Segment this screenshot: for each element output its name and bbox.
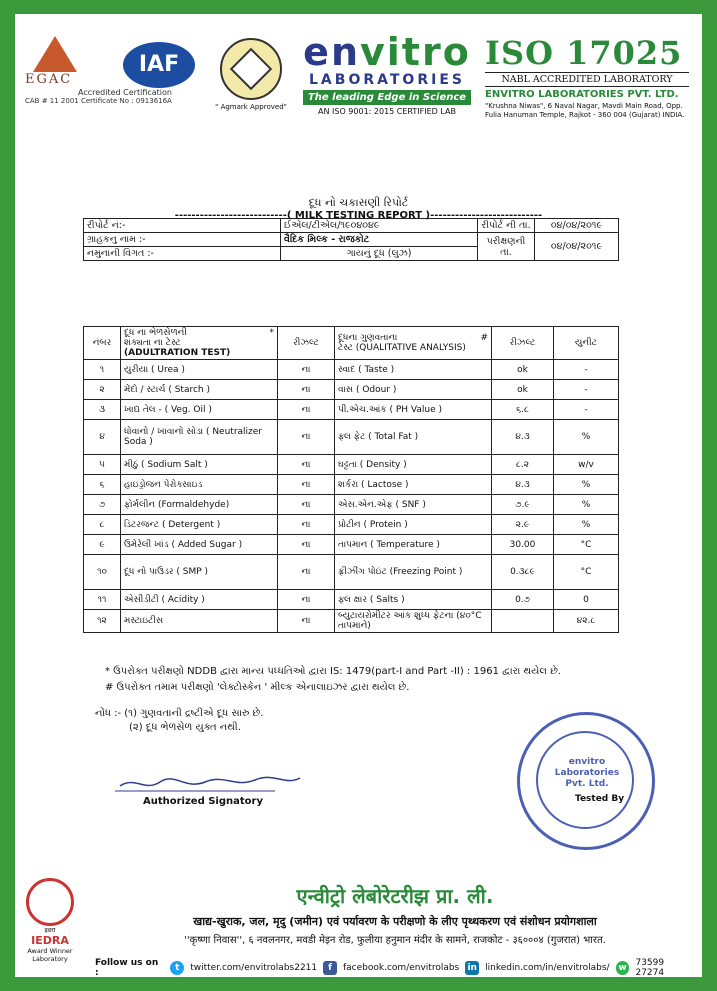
twitter-icon: t	[170, 961, 184, 975]
row-result1: ના	[278, 590, 335, 610]
row-no: ૮	[84, 515, 121, 535]
brand-tagline: The leading Edge in Science	[303, 90, 471, 105]
report-info-table	[83, 218, 619, 261]
row-result2: ૨.૯	[492, 515, 554, 535]
row-quality-test: ફ્લ ક્ષાર ( Salts )	[335, 590, 492, 610]
brand-laboratories: LABORATORIES	[309, 72, 465, 88]
row-no: ૭	[84, 495, 121, 515]
hash-note: # ઉપરોક્ત તમામ પરીક્ષણો 'લેક્ટોસ્કેન ' મીલ્ક એનાલાઇઝર દ્વારા થયેલ છે.	[105, 682, 410, 693]
iso-address: "Krushna Niwas", 6 Naval Nagar, Mavdi Main Road, Opp. Fulia Hanuman Temple, Rajkot - 360 004 (Gujarat) INDIA.	[485, 102, 685, 119]
egac-logo	[25, 32, 85, 87]
twitter-link[interactable]: twitter.com/envitrolabs2211	[190, 963, 318, 973]
iedra-block	[23, 878, 77, 963]
report-date-value: ૦૪/૦૪/૨૦૧૯	[535, 219, 619, 233]
row-adulteration-test: હાઇડ્રોજન પેરોક્સાઇડ	[121, 475, 278, 495]
test-date-label: પરીક્ષણની તા.	[478, 233, 535, 261]
row-no: ૧	[84, 360, 121, 380]
row-result2: 30.00	[492, 535, 554, 555]
results-body	[84, 360, 619, 633]
row-adulteration-test: મીઠું ( Sodium Salt )	[121, 455, 278, 475]
row-unit: %	[554, 420, 619, 455]
iaf-logo: IAF	[123, 42, 195, 88]
row-result1: ના	[278, 400, 335, 420]
header-result2: રીઝલ્ટ	[492, 327, 554, 360]
table-row	[84, 455, 619, 475]
table-row	[84, 535, 619, 555]
egac-label: EGAC	[25, 72, 73, 87]
linkedin-icon: in	[465, 961, 479, 975]
lab-stamp	[517, 712, 655, 850]
row-result1: ના	[278, 380, 335, 400]
table-row	[84, 610, 619, 633]
row-unit: °C	[554, 535, 619, 555]
row-quality-test: વાસ ( Odour )	[335, 380, 492, 400]
envitro-logo	[303, 32, 471, 116]
header-result1: રીઝલ્ટ	[278, 327, 335, 360]
row-no: ૩	[84, 400, 121, 420]
row-result1: ના	[278, 495, 335, 515]
report-title-english: ---------------------------( MILK TESTING REPORT )---------------------------	[174, 210, 543, 221]
row-unit: %	[554, 475, 619, 495]
iso-block	[485, 34, 689, 120]
brand-part-a: en	[303, 30, 360, 74]
stamp-line2: Laboratories	[554, 768, 620, 778]
row-adulteration-test: એસીડીટી ( Acidity )	[121, 590, 278, 610]
table-row	[84, 495, 619, 515]
row-quality-test: સ્વાદ ( Taste )	[335, 360, 492, 380]
report-no-value: ઈએલ/ટીએલ/૧૯૦૪૦૪૯	[281, 219, 478, 233]
row-quality-test: ફ્રીઝીંગ પોઇંટ (Freezing Point )	[335, 555, 492, 590]
egac-cab: CAB # 11 2001 Certificate No : 0913616A	[25, 97, 172, 105]
row-quality-test: શર્કરા ( Lactose )	[335, 475, 492, 495]
customer-value: વૈદિક મિલ્ક - રાજકોટ	[281, 233, 478, 247]
row-adulteration-test: ઉમેરેલી ખાંડ ( Added Sugar )	[121, 535, 278, 555]
whatsapp-icon: w	[616, 961, 630, 975]
iedra-abbr: IEDRA	[31, 934, 69, 947]
row-adulteration-test: યુરીયા ( Urea )	[121, 360, 278, 380]
footer-address: ''कृष्णा निवास'', ६ नवलनगर, मवडी मेइन रोड, फुलीया हनुमान मंदीर के सामने, राजकोट - ३६०००४ (गुजरात) भारत.	[184, 935, 606, 946]
row-result1: ના	[278, 610, 335, 633]
sample-label: નમુનાની વિગત :-	[84, 247, 281, 261]
iedra-award: Award Winner Laboratory	[27, 947, 73, 963]
agmark-caption: " Agmark Approved"	[215, 103, 287, 111]
row-adulteration-test: ખાદ્ય તેલ - ( Veg. Oil )	[121, 400, 278, 420]
row-result2: ૮.૨	[492, 455, 554, 475]
egac-accreditation: Accredited Certification CAB # 11 2001 Certificate No : 0913616A	[25, 88, 172, 105]
row-result1: ના	[278, 360, 335, 380]
table-row	[84, 590, 619, 610]
table-row	[84, 380, 619, 400]
row-unit: ૪૨.૮	[554, 610, 619, 633]
row-result1: ના	[278, 475, 335, 495]
results-table	[83, 326, 619, 633]
report-title-gujarati: દૂધ નો ચકાસણી રિપોર્ટ	[308, 196, 409, 209]
row-result2: ૪.૩	[492, 475, 554, 495]
report-no-label: રીપોર્ટ નં:-	[84, 219, 281, 233]
row-result1: ના	[278, 420, 335, 455]
table-row	[84, 420, 619, 455]
star-marker: *	[269, 328, 274, 338]
footer	[15, 872, 702, 977]
social-links	[95, 958, 695, 978]
header-adulteration: દૂધ ના ભેળસેળની * શક્યતા ના ટેસ્ટ (ADULTRATION TEST)	[121, 327, 278, 360]
row-adulteration-test: ધોવાનો / ખાવાનો સોડા ( Neutralizer Soda )	[121, 420, 278, 455]
row-adulteration-test: ડિટરજન્ટ ( Detergent )	[121, 515, 278, 535]
notes-block	[105, 664, 561, 696]
row-result1: ના	[278, 515, 335, 535]
row-no: ૧૨	[84, 610, 121, 633]
facebook-link[interactable]: facebook.com/envitrolabs	[343, 963, 460, 973]
row-unit: -	[554, 360, 619, 380]
header-unit: યુનીટ	[554, 327, 619, 360]
row-adulteration-test: મસ્ટાઇટીસ	[121, 610, 278, 633]
footer-company-name: एन्वीट्रो लेबोरेटरीझ प्रा. ली.	[296, 884, 494, 908]
star-note: * ઉપરોક્ત પરીક્ષણો NDDB દ્વારા માન્ય પધ્ધતિઓ દ્વારા IS: 1479(part-I and Part -II) : 1961 દ્વારા થયેલ છે.	[105, 666, 561, 677]
brand-part-b: vitro	[360, 30, 471, 74]
authorized-signatory: Authorized Signatory	[143, 796, 263, 807]
row-quality-test: ઘટ્ટતા ( Density )	[335, 455, 492, 475]
row-adulteration-test: દૂધ નો પાઉડર ( SMP )	[121, 555, 278, 590]
brand-iso: AN ISO 9001: 2015 CERTIFIED LAB	[318, 107, 456, 116]
test-date-value: ૦૪/૦૪/૨૦૧૯	[535, 233, 619, 261]
row-no: ૪	[84, 420, 121, 455]
row-result2: 0.૩૮૯	[492, 555, 554, 590]
row-adulteration-test: ફોર્મલીન (Formaldehyde)	[121, 495, 278, 515]
iedra-hindi: इडरा	[44, 926, 56, 934]
row-result2: ૭.૯	[492, 495, 554, 515]
iso-company: ENVITRO LABORATORIES PVT. LTD.	[485, 89, 679, 100]
row-result2: ok	[492, 380, 554, 400]
customer-label: ગ્રાહકનુ નામ :-	[84, 233, 281, 247]
row-unit: °C	[554, 555, 619, 590]
row-no: ૨	[84, 380, 121, 400]
facebook-icon: f	[323, 961, 337, 975]
row-unit: w/v	[554, 455, 619, 475]
table-row	[84, 555, 619, 590]
row-result2: ok	[492, 360, 554, 380]
row-quality-test: એસ.એન.એફ ( SNF )	[335, 495, 492, 515]
follow-label: Follow us on :	[95, 958, 159, 978]
row-no: ૧૦	[84, 555, 121, 590]
row-unit: %	[554, 515, 619, 535]
row-result1: ના	[278, 455, 335, 475]
header-quality: દૂધના ગુણવતાના # ટેસ્ટ (QUALITATIVE ANALYSIS)	[335, 327, 492, 360]
stamp-line3: Pvt. Ltd.	[565, 779, 609, 789]
row-unit: -	[554, 400, 619, 420]
row-quality-test: તાપમાન ( Temperature )	[335, 535, 492, 555]
row-no: ૧૧	[84, 590, 121, 610]
row-unit: %	[554, 495, 619, 515]
report-date-label: રીપોર્ટ ની તા.	[478, 219, 535, 233]
table-row	[84, 515, 619, 535]
iso-title: ISO 17025	[485, 34, 683, 72]
footer-services: खाद्य-खुराक, जल, मृदु (जमीन) एवं पर्यावरण के परीक्षणो के लीए पृथ्थकरण एवं संशोधन प्रयोगशाला	[193, 915, 597, 928]
remark-1: નોંધ :- (૧) ગુણવતાની દ્રષ્ટીએ દૂધ સારુ છે.	[95, 708, 264, 719]
row-no: ૫	[84, 455, 121, 475]
table-row	[84, 475, 619, 495]
row-result2	[492, 610, 554, 633]
remarks-block	[95, 707, 263, 735]
tested-by: Tested By	[575, 794, 625, 804]
row-adulteration-test: મેંદો / સ્ટાર્ચ ( Starch )	[121, 380, 278, 400]
phone-number[interactable]: 73599 27274	[635, 958, 665, 978]
egac-pyramid-icon	[33, 36, 77, 72]
remark-2: (૨) દૂધ ભેળસેળ યુક્ત નથી.	[129, 722, 241, 733]
iso-nabl: NABL ACCREDITED LABORATORY	[485, 72, 689, 87]
letterhead	[15, 14, 702, 134]
header-no: નંબર	[84, 327, 121, 360]
row-result2: 0.૭	[492, 590, 554, 610]
stamp-line1: envitro	[568, 757, 606, 767]
row-quality-test: ફ્લ ફેટ ( Total Fat )	[335, 420, 492, 455]
table-row	[84, 400, 619, 420]
agmark-emblem-icon	[220, 38, 282, 100]
row-unit: -	[554, 380, 619, 400]
signature-icon	[115, 774, 305, 794]
row-no: ૬	[84, 475, 121, 495]
row-quality-test: બ્યુટાયરોમીટર આંક શુધ્ધ ફેટના (૪૦°C તાપમાને)	[335, 610, 492, 633]
row-unit: 0	[554, 590, 619, 610]
row-result2: ૪.૩	[492, 420, 554, 455]
row-result1: ના	[278, 555, 335, 590]
row-no: ૯	[84, 535, 121, 555]
row-quality-test: પી.એચ.આંક ( PH Value )	[335, 400, 492, 420]
table-row	[84, 360, 619, 380]
report-page	[15, 14, 702, 977]
linkedin-link[interactable]: linkedin.com/in/envitrolabs/	[485, 963, 610, 973]
iedra-logo-icon	[26, 878, 74, 926]
results-header	[84, 327, 619, 360]
sample-value: ગાયનું દૂધ (લુઝ)	[281, 247, 478, 261]
hash-marker: #	[480, 333, 488, 343]
row-result2: ૬.૮	[492, 400, 554, 420]
row-result1: ના	[278, 535, 335, 555]
row-quality-test: પ્રોટીન ( Protein )	[335, 515, 492, 535]
